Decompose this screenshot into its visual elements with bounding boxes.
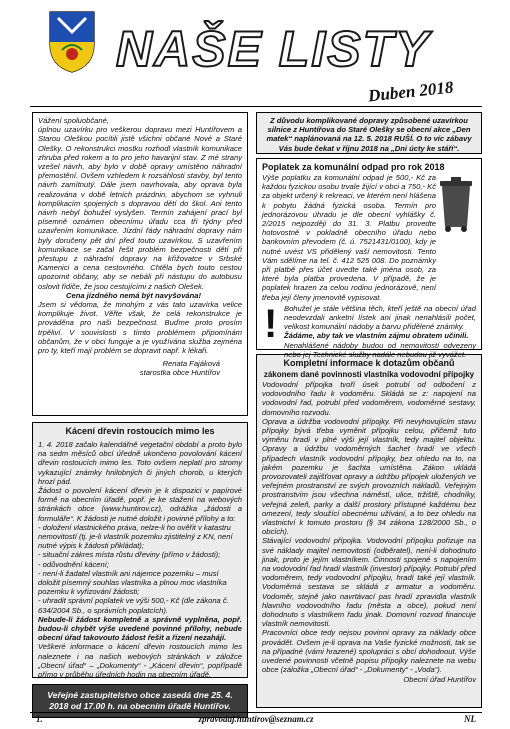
- left-column: [32, 112, 248, 718]
- waste-fee-title: Poplatek za komunální odpad pro rok 2018: [262, 162, 445, 172]
- event-cancel-notice: Z důvodu komplikované dopravy způsobené uzavírkou silnice z Huntířova do Staré Olešky se obecní akce „Den matek“ naplánovaná na 12. 5. 2018 RUŠÍ. O to víc zábavy Vás bude čekat v říjnu 2018 na „Dni úcty ke stáří“.: [256, 112, 482, 154]
- header-divider: [30, 106, 482, 107]
- water-info-title: Kompletní informace k dotazům občanů: [283, 358, 455, 368]
- editorial-box: [32, 112, 248, 416]
- wood-notice-box: [32, 422, 248, 678]
- water-info-paragraph: Stávající vodovodní přípojka. Vodovodní přípojku pořizuje na své náklady majitel nemovitosti (odběratel), není-li dohodnuto jinak, proto je jejím vlastníkem. Činnosti spojené s napojením na vodovodní řad hradí vlastník (investor) přípojky. Potrubí před vodoměrem, tedy vodovodní přípojku, hradí také její vlastník. Vodoměrná sestava se skládá z armatur a vodoměru. Vodoměr, stejně jako navrtávací pas hradí zpravidla vlastník hlavního vodovodního řadu (města a obce), pokud není dohodnuto s vlastníkem řadu jinak. Domovní rozvod financuje vlastník nemovitosti.: [262, 536, 476, 629]
- water-info-signature: Obecní úřad Huntířov: [403, 674, 476, 684]
- water-info-subtitle: zákonem dané povinnosti vlastníka vodovodní přípojky: [263, 370, 475, 379]
- water-info-paragraph: Vodovodní přípojka tvoří úsek potrubí od odbočení z vodovodního řadu k vodoměru. Skládá se z: napojení na vodovodní řad, potrubí před vodoměrem, vodoměrné sestavy, domovního rozvodu.: [262, 380, 476, 417]
- waste-fee-paragraph: Výše poplatku za komunální odpad je 500,- Kč za každou fyzickou osobu trvale žijící v obci a 750,- Kč za objekt určený k rekreaci, ve kterém není hlášena k pobytu žádná fyzická osoba. Termín pro jednorázovou úhradu je dle obecní vyhlášky č. 2/2015 nejpozději do 31. 3. Platbu provedte hotovostně v pokladně obecního úřadu nebo bankovním převodem (č. ú. 7521431/0100), kdy je nutné uvést VS přidělený vaší nemovitosti. Tento Vám sdělíme na tel. č. 412 525 008. Do poznámky při platbě přes účet uvedte také jména osob, za které byla platba provedena. V případě, že je poplatek hrazen za celou rodinu jednorázově, není třeba její členy jmenovitě vypisovat.: [262, 173, 436, 302]
- right-column: [256, 112, 482, 708]
- editorial-paragraph: úplnou uzavírku pro veškerou dopravu mezi Huntířovem a Starou Oleškou pocítili jistě všichni občané Nové a Staré Olešky. O rekonstrukci mostku rozhodl vlastník komunikace zhruba před rokem a to pro jeho havarijní stav. Z mé strany vzešel návrh, aby bylo v době opravy umístěno náhradní přemostění. Ovšem vzhledem k rozsáhlosti stavby, byl tento návrh zamítnutý. Dále jsem navrhovala, aby oprava byla realizována v době letních prázdnin, abychom se vyhnuli komplikacím spojených s dopravou dětí do škol. Ani tento návrh nebyl bohužel vyslyšen. Termín zahájení prací byl písemně oznámen obecnímu úřadu cca tři týdny před uzavřením komunikace. Jízdní řády náhradní dopravy nám byly doručeny pět dní před touto uzavírkou. S uzavřením komunikace se začal řešit problém bezpečnosti dětí při přestupu z náhradní dopravy na křižovatce v Srbské Kamenici a cena cestovného. Chtěla bych touto cestou upozornit občany, aby se nebáli při nástupu do autobusu oslovit řidiče, že jsou cestujícími z našich Olešek.: [38, 125, 242, 291]
- editorial-signature-role: starostka obce Huntířov: [139, 368, 220, 378]
- meeting-notice-banner: Veřejné zastupitelstvo obce zasedá dne 25. 4. 2018 od 17.00 h. na obecním úřadě Huntířov.: [32, 684, 248, 718]
- editorial-paragraph: Jsem si vědoma, že mnohým z vás tato uzavírka velice komplikuje život. Věřte však, že celá rekonstrukce je prováděna pro naši bezpečnost. Buďme proto prosím trpěliví. V souvislosti s tímto problémem připomínám občanům, že v obci funguje a je využívána služba zejména pro ty, kteří mají problém se dopravit např. k lékaři.: [38, 300, 242, 356]
- editorial-signature-name: Renata Fajáková: [162, 359, 220, 369]
- footer-mark: NL: [464, 714, 476, 724]
- exclamation-icon: !: [264, 301, 278, 346]
- water-info-paragraph: Oprava a údržba vodovodní přípojky. Při nevyhovujícím stavu přípojky bývá třeba vyměnit přípojku celou, přičemž tuto výměnu hradí v plné výši její vlastník, tedy majitel objektu. Opravy a údržbu vodoměrných šachet hradí ve všech případech vlastník vodovodní přípojky, bez ohledu na to, na jakém pozemku je šachta umístěna. Zákon ukládá provozovateli zajišťovat opravy a údržbu přípojek uložených ve veřejném prostranství ze svých provozních nákladů. Veřejným prostranstvím jsou všechna náměstí, ulice, tržiště, chodníky, veřejná zeleň, parky a další prostory přístupné každému bez omezení, tedy sloužící obecnému užívání, a to bez ohledu na vlastnictví k tomuto prostoru (§ 34 zákona 128/2000 Sb., o obcích).: [262, 416, 476, 537]
- contact-email-link[interactable]: zpravodaj.huntirov@seznam.cz: [198, 714, 314, 724]
- editorial-highlight: Cena jízdného nemá být navyšována!: [66, 290, 202, 300]
- issue-date: Duben 2018: [367, 77, 455, 106]
- waste-fee-consequence: Nenahlášené nádoby budou od nemovitostí odvezeny nebo jej Technické služby nadále nebudou již vyvážet.: [284, 340, 476, 359]
- wood-notice-paragraph: Žádost o povolení kácení dřevin je k dispozici v papírové formě na obecním úřadě, popř. je ke stažení na webových stránkách obce (www.huntirov.cz), odrážka „žádosti a formuláře“. K žádosti je nutné doložit i povinné přílohy a to:: [38, 486, 242, 523]
- wood-notice-list-item: - doložení vlastnického práva, nelze-li ho ověřit v katastru nemovitostí (tj. je-li vlastník pozemku zjistitelný z KN, není nutné výpis k žádosti přikládat);: [38, 522, 233, 551]
- wood-notice-list-item: - uhradit správní poplatek ve výši 500,- Kč (dle zákona č. 634/2004 Sb., o správních poplatcích).: [38, 596, 229, 615]
- waste-fee-request: Žádáme, aby tak ve vlastním zájmu obratem učinili.: [284, 331, 469, 341]
- masthead-title: NAŠE LISTY: [116, 21, 431, 77]
- page-footer: [30, 714, 482, 728]
- waste-fee-reminder: [262, 301, 476, 359]
- wood-notice-list-item: - situační zákres místa růstu dřeviny (přímo v žádosti);: [38, 550, 221, 560]
- wood-notice-list-item: - odůvodnění kácení;: [38, 559, 109, 569]
- waste-bin-icon: [437, 175, 475, 233]
- wood-notice-paragraph: 1. 4. 2018 začalo kalendářně vegetační období a proto bylo na sedm měsíců obcí úředně ukončeno povolování kácení dřevin rostoucích mimo les. Toto ovšem neplatí pro stromy vykazující známky hnilobných či jiných chorob, u kterých hrozí pád.: [38, 440, 242, 486]
- wood-notice-list-item: - není-li žadatel vlastník ani nájemce pozemku – musí doložit písemný souhlas vlastníka a plnou moc vlastníka pozemku k vyřizování žádosti;: [38, 568, 227, 597]
- water-info-paragraph: Pracovníci obce tedy nejsou povinni opravy za náklady obce provádět. Ovšem je-li oprava na Vaše fyzické možnosti, tak se na případné (vámi hrazené) spolupráci s obcí dohodnout. Výše uvedené povinnosti včetně popisu přípojky naleznete na webu obce (záložka „Obecní úřad“ - „Dokumenty“ - „Voda“).: [262, 628, 476, 675]
- page-number: 1.: [36, 714, 43, 724]
- water-info-box: [256, 354, 482, 708]
- waste-fee-reminder-text: Bohužel je stále většina těch, kteří ještě na obecní úřad neodevzdali anketní lístek ani jinak nenahlásili počet, velikost komunální nádoby a barvu přidělené známky.: [284, 303, 476, 332]
- wood-notice-warning: Nebude-li žádost kompletně a správně vyplněna, popř. budou-li chybět výše uvedené povinné přílohy, nebude obecní úřad takovouto žádost řešit a řízení nezahájí.: [38, 614, 242, 643]
- coat-of-arms-icon: [48, 10, 96, 74]
- editorial-greeting: Vážení spoluobčané,: [38, 116, 109, 125]
- footer-divider: [30, 712, 482, 713]
- wood-notice-title: Kácení dřevin rostoucích mimo les: [65, 426, 215, 436]
- waste-fee-box: [256, 158, 482, 359]
- wood-notice-paragraph: Veškeré informace o kácení dřevin rostoucích mimo les naleznete i na našich webových stránkách v záložce „Obecní úřad“ – „Dokumenty“ - „Kácení dřevin“, popřípadě přímo v průběhu úředních hodin na obecním úřadě.: [38, 642, 242, 680]
